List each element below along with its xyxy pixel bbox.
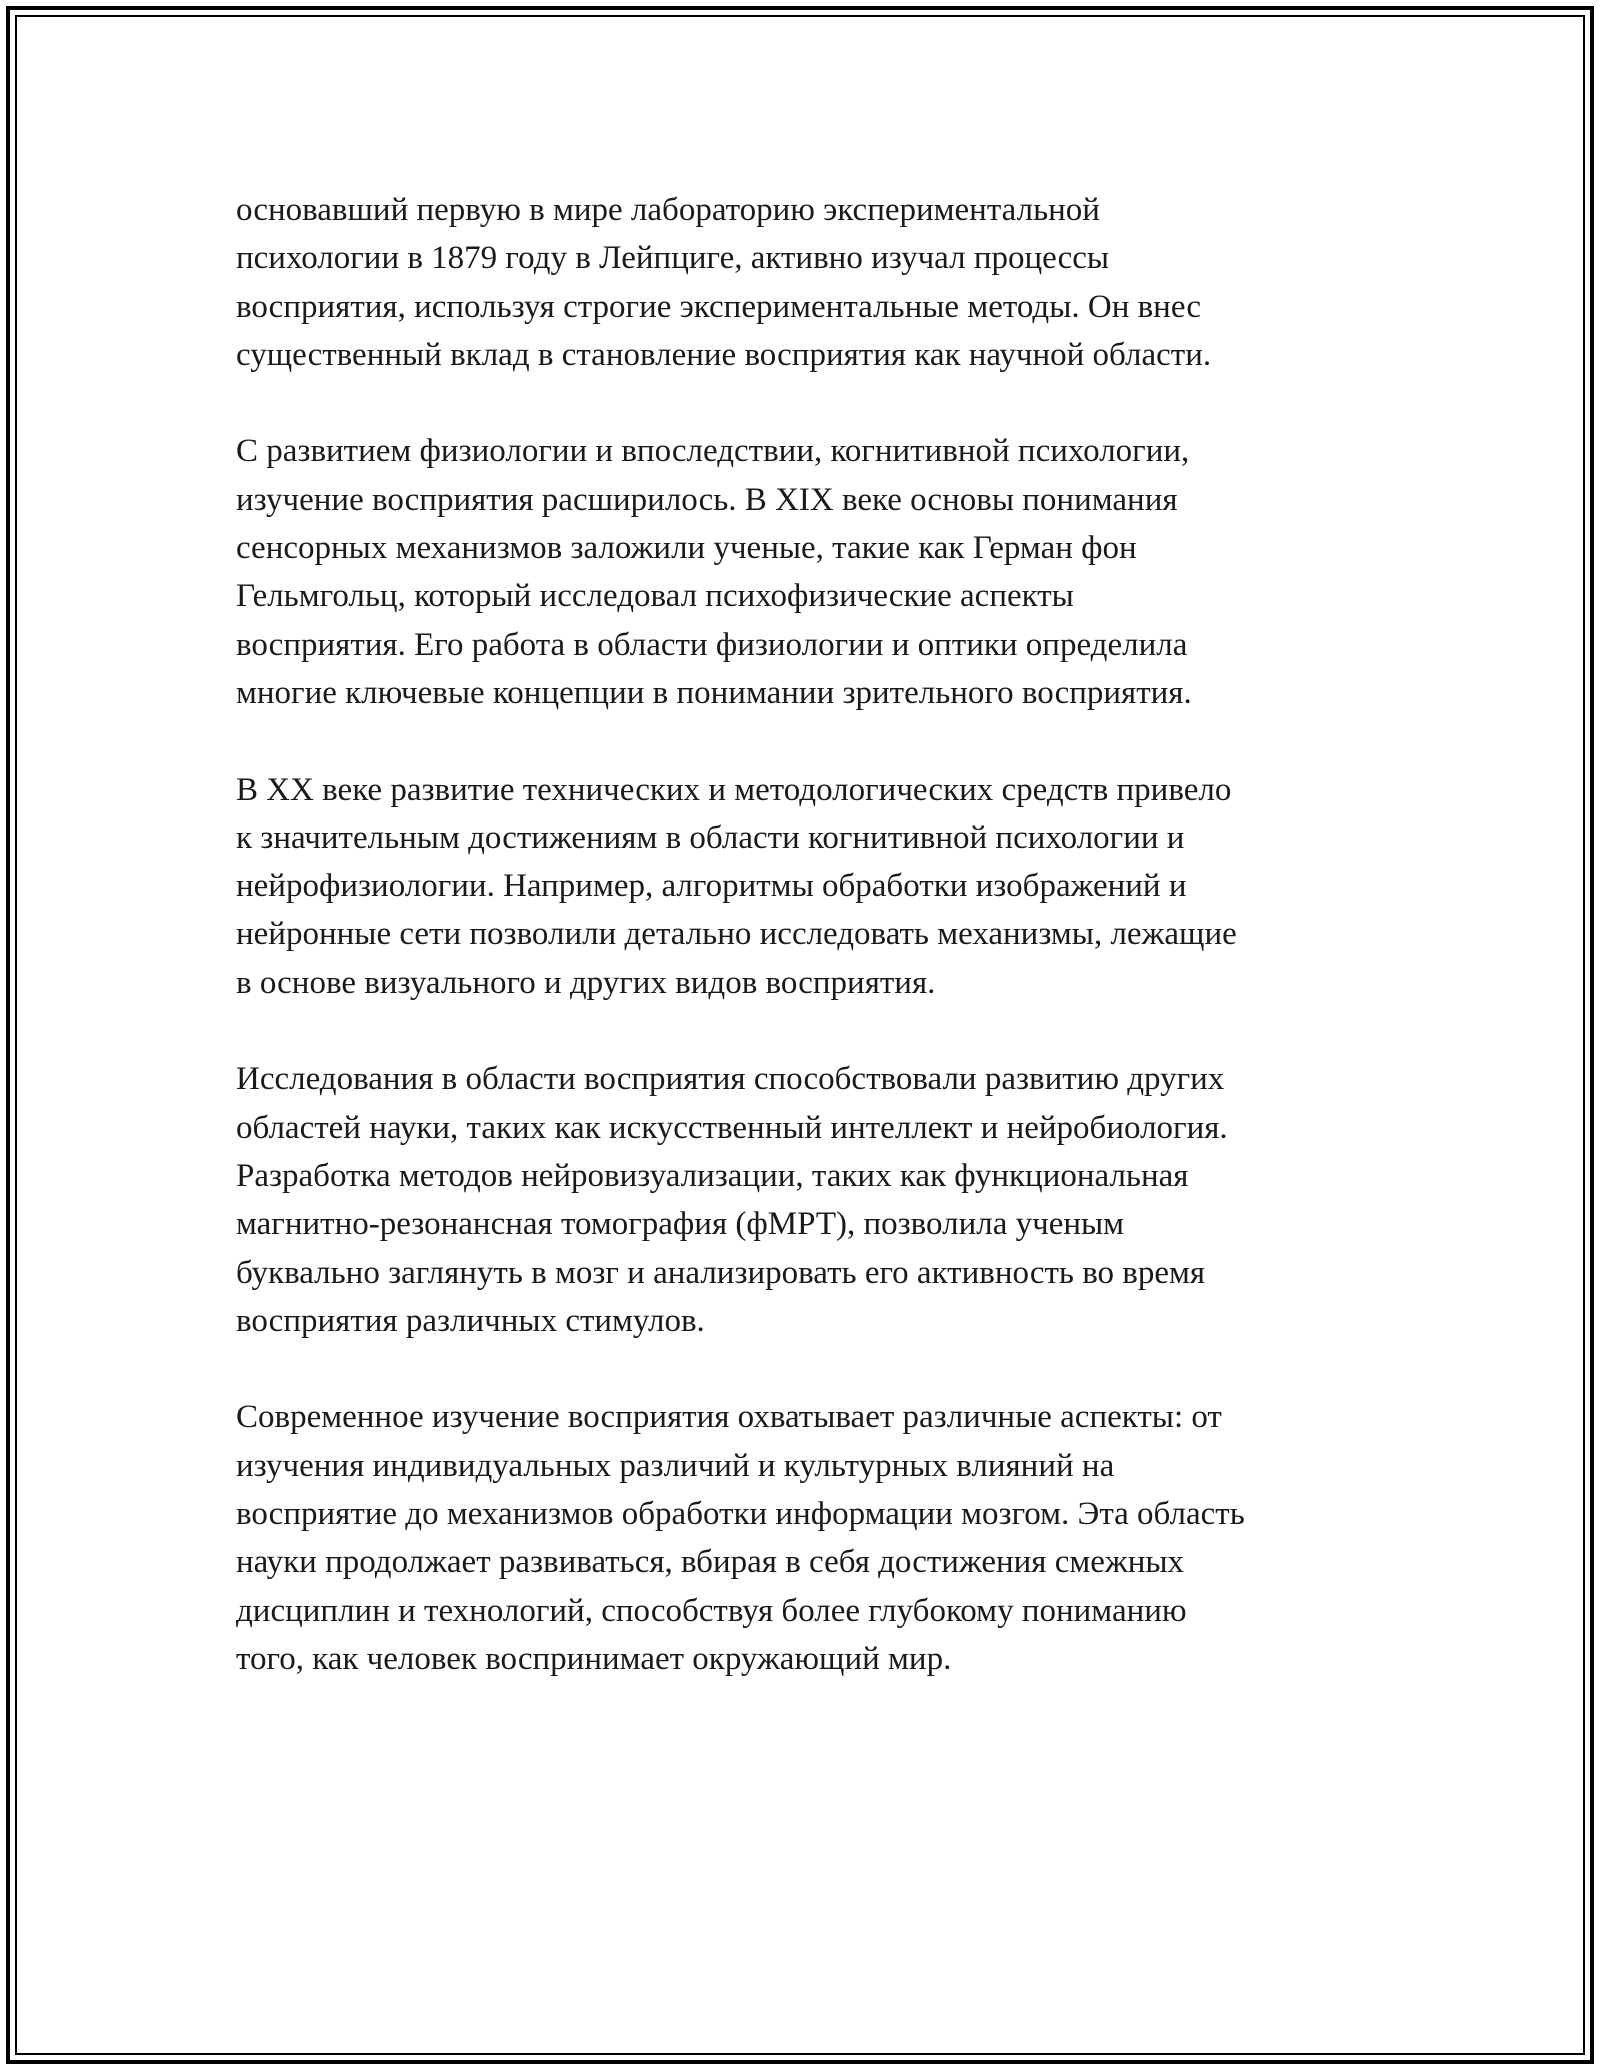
text-line: Гельмгольц, который исследовал психофизические аспекты — [236, 578, 1074, 615]
text-line: психологии в 1879 году в Лейпциге, активно изучал процессы — [236, 240, 1110, 277]
text-line: дисциплин и технологий, способствуя более глубокому пониманию — [236, 1592, 1187, 1629]
text-line: сенсорных механизмов заложили ученые, такие как Герман фон — [236, 530, 1137, 567]
paragraph-2 — [236, 427, 1376, 717]
text-line: многие ключевые концепции в понимании зрительного восприятия. — [236, 674, 1192, 711]
text-line: областей науки, таких как искусственный интеллект и нейробиология. — [236, 1109, 1228, 1146]
text-line: того, как человек воспринимает окружающий мир. — [236, 1640, 952, 1677]
text-line: В XX веке развитие технических и методологических средств привело — [236, 771, 1232, 808]
text-line: Разработка методов нейровизуализации, таких как функциональная — [236, 1157, 1189, 1194]
text-line: магнитно-резонансная томография (фМРТ), позволила ученым — [236, 1206, 1125, 1243]
document-body — [236, 186, 1376, 1732]
text-line: науки продолжает развиваться, вбирая в себя достижения смежных — [236, 1544, 1185, 1581]
text-line: основавший первую в мире лабораторию экспериментальной — [236, 192, 1100, 228]
text-line: восприятие до механизмов обработки информации мозгом. Эта область — [236, 1496, 1245, 1533]
text-line: изучение восприятия расширилось. В XIX веке основы понимания — [236, 481, 1178, 518]
paragraph-3 — [236, 766, 1376, 1007]
paragraph-5 — [236, 1393, 1376, 1683]
text-line: восприятия различных стимулов. — [236, 1302, 705, 1339]
text-line: буквально заглянуть в мозг и анализировать его активность во время — [236, 1254, 1206, 1291]
text-line: Современное изучение восприятия охватывает различные аспекты: от — [236, 1399, 1222, 1436]
text-line: изучения индивидуальных различий и культурных влияний на — [236, 1447, 1115, 1484]
text-line: восприятия, используя строгие экспериментальные методы. Он внес — [236, 288, 1201, 325]
text-line: восприятия. Его работа в области физиологии и оптики определила — [236, 626, 1188, 663]
text-line: нейронные сети позволили детально исследовать механизмы, лежащие — [236, 916, 1237, 953]
text-line: нейрофизиологии. Например, алгоритмы обработки изображений и — [236, 868, 1187, 905]
text-line: в основе визуального и других видов восприятия. — [236, 964, 936, 1001]
text-line: существенный вклад в становление восприятия как научной области. — [236, 336, 1212, 373]
text-line: Исследования в области восприятия способствовали развитию других — [236, 1061, 1225, 1098]
text-line: к значительным достижениям в области когнитивной психологии и — [236, 819, 1185, 856]
paragraph-1 — [236, 186, 1376, 379]
paragraph-4 — [236, 1055, 1376, 1345]
text-line: С развитием физиологии и впоследствии, когнитивной психологии, — [236, 433, 1190, 470]
